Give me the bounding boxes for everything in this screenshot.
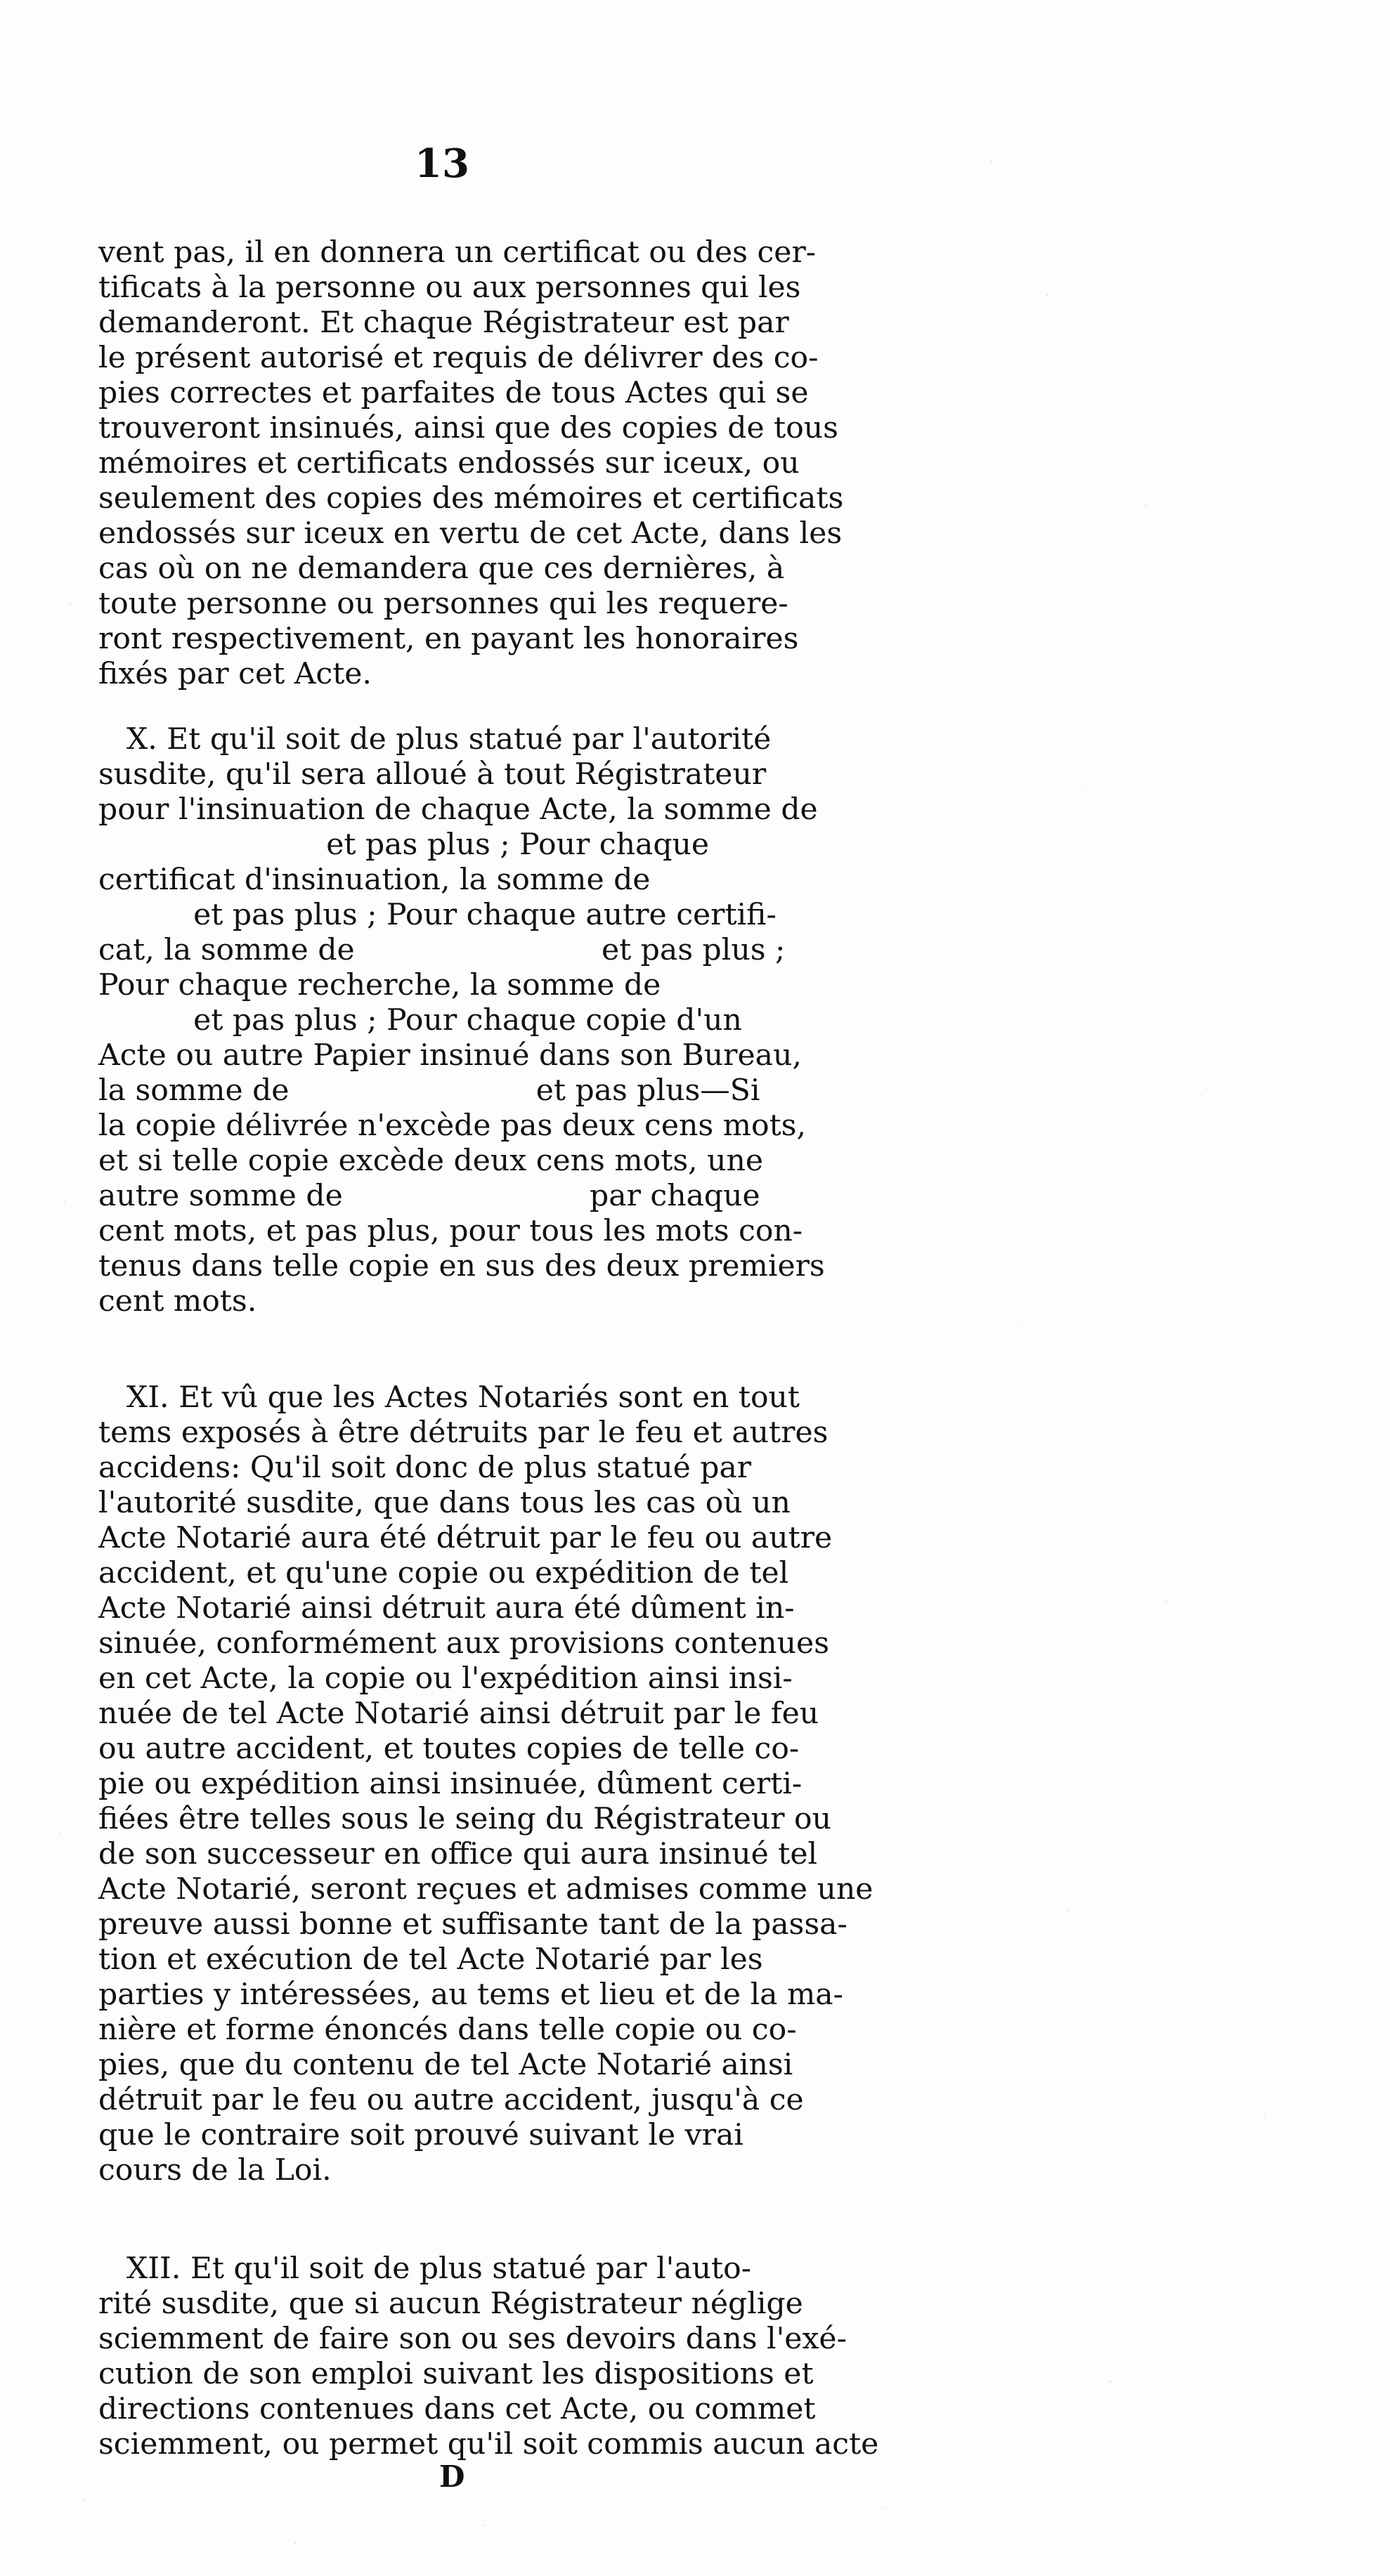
text-line: et pas plus ; Pour chaque autre certifi-: [98, 898, 777, 932]
text-line: et si telle copie excède deux cens mots, une: [98, 1144, 764, 1178]
text-line: demanderont. Et chaque Régistrateur est par: [98, 306, 789, 340]
text-line: Acte Notarié, seront reçues et admises comme une: [98, 1872, 873, 1907]
text-line: cat, la somme de et pas plus ;: [98, 933, 786, 967]
page-number: 13: [415, 140, 469, 187]
text-line: rité susdite, que si aucun Régistrateur néglige: [98, 2287, 803, 2321]
text-line: toute personne ou personnes qui les requere-: [98, 587, 788, 621]
text-line: pour l'insinuation de chaque Acte, la somme de: [98, 792, 818, 827]
section-xii-heading-line: XII. Et qu'il soit de plus statué par l'auto-: [126, 2251, 752, 2286]
text-line: vent pas, il en donnera un certificat ou des cer-: [98, 235, 817, 270]
text-line: tenus dans telle copie en sus des deux premiers: [98, 1249, 825, 1283]
text-line: la copie délivrée n'excède pas deux cens mots,: [98, 1109, 806, 1143]
text-line: l'autorité susdite, que dans tous les cas où un: [98, 1486, 791, 1520]
text-line: seulement des copies des mémoires et certificats: [98, 481, 844, 516]
text-line: détruit par le feu ou autre accident, jusqu'à ce: [98, 2083, 804, 2117]
signature-mark: D: [439, 2459, 465, 2494]
text-line: pies, que du contenu de tel Acte Notarié ainsi: [98, 2048, 793, 2082]
text-line: le présent autorisé et requis de délivrer des co-: [98, 341, 819, 375]
text-line: preuve aussi bonne et suffisante tant de la passa-: [98, 1907, 847, 1942]
text-line: et pas plus ; Pour chaque copie d'un: [98, 1003, 742, 1038]
text-line: cent mots, et pas plus, pour tous les mots con-: [98, 1214, 803, 1248]
text-line: sciemment, ou permet qu'il soit commis aucun acte: [98, 2427, 879, 2461]
text-line: sinuée, conformément aux provisions contenues: [98, 1626, 830, 1661]
text-line: certificat d'insinuation, la somme de: [98, 863, 651, 897]
text-line: ou autre accident, et toutes copies de telle co-: [98, 1732, 800, 1766]
text-line: tems exposés à être détruits par le feu et autres: [98, 1416, 829, 1450]
text-line: trouveront insinués, ainsi que des copies de tous: [98, 411, 838, 445]
text-line: pies correctes et parfaites de tous Actes qui se: [98, 376, 809, 410]
text-line: Acte ou autre Papier insinué dans son Bureau,: [98, 1038, 802, 1073]
text-line: fiées être telles sous le seing du Régistrateur ou: [98, 1802, 832, 1836]
text-line: nuée de tel Acte Notarié ainsi détruit par le feu: [98, 1696, 819, 1731]
text-line: et pas plus ; Pour chaque: [98, 828, 710, 862]
text-line: cours de la Loi.: [98, 2153, 332, 2188]
text-line: directions contenues dans cet Acte, ou commet: [98, 2392, 816, 2426]
text-line: endossés sur iceux en vertu de cet Acte, dans les: [98, 516, 843, 551]
text-line: mémoires et certificats endossés sur iceux, ou: [98, 446, 800, 480]
text-line: cent mots.: [98, 1284, 257, 1319]
text-line: que le contraire soit prouvé suivant le vrai: [98, 2118, 743, 2152]
text-line: parties y intéressées, au tems et lieu et de la ma-: [98, 1977, 844, 2012]
text-line: nière et forme énoncés dans telle copie ou co-: [98, 2013, 797, 2047]
text-line: susdite, qu'il sera alloué à tout Régistrateur: [98, 757, 767, 792]
text-line: accident, et qu'une copie ou expédition de tel: [98, 1556, 789, 1590]
text-line: sciemment de faire son ou ses devoirs dans l'exé-: [98, 2322, 847, 2356]
text-line: cution de son emploi suivant les dispositions et: [98, 2357, 814, 2391]
text-line: Acte Notarié ainsi détruit aura été dûment in-: [98, 1591, 795, 1626]
text-line: tificats à la personne ou aux personnes qui les: [98, 270, 801, 305]
text-line: la somme de et pas plus—Si: [98, 1073, 760, 1108]
text-line: fixés par cet Acte.: [98, 657, 372, 691]
text-line: cas où on ne demandera que ces dernières, à: [98, 551, 785, 586]
text-line: Acte Notarié aura été détruit par le feu ou autre: [98, 1521, 833, 1555]
text-line: Pour chaque recherche, la somme de: [98, 968, 661, 1002]
text-line: tion et exécution de tel Acte Notarié par les: [98, 1942, 763, 1977]
section-x-heading-line: X. Et qu'il soit de plus statué par l'autorité: [126, 722, 772, 757]
section-xi-heading-line: XI. Et vû que les Actes Notariés sont en tout: [126, 1380, 800, 1415]
text-line: pie ou expédition ainsi insinuée, dûment certi-: [98, 1767, 803, 1801]
text-line: accidens: Qu'il soit donc de plus statué par: [98, 1451, 752, 1485]
text-line: ront respectivement, en payant les honoraires: [98, 622, 799, 656]
text-line: autre somme de par chaque: [98, 1179, 760, 1213]
text-line: de son successeur en office qui aura insinué tel: [98, 1837, 818, 1871]
text-line: en cet Acte, la copie ou l'expédition ainsi insi-: [98, 1661, 793, 1696]
